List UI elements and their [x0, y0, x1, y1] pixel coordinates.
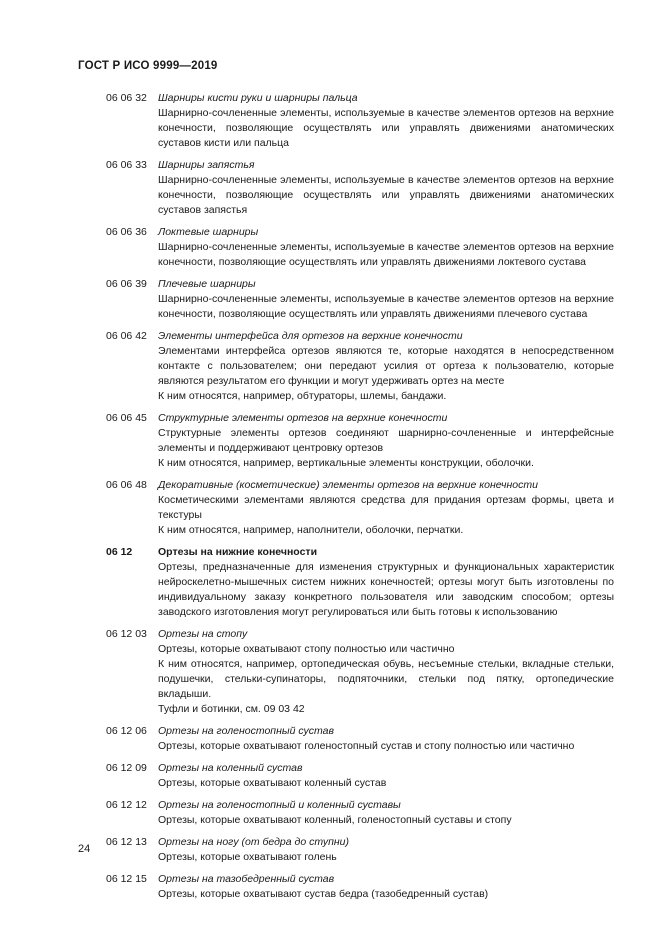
entry-paragraph: Шарнирно-сочлененные элементы, используемые в качестве элементов ортезов на верхние конечности, позволяющие осуществлять или управлять движениями локтевого сустава: [158, 241, 614, 268]
entry-list: [0, 91, 661, 909]
entry-title: Декоративные (косметические) элементы ортезов на верхние конечности: [158, 479, 538, 491]
page-number: 24: [78, 843, 91, 855]
classification-entry: [0, 724, 661, 754]
classification-entry: [0, 761, 661, 791]
entry-body: [158, 545, 614, 620]
entry-paragraph: Косметическими элементами являются средства для придания ортезам формы, цвета и текстуры: [158, 494, 614, 521]
entry-paragraph: К ним относятся, например, наполнители, оболочки, перчатки.: [158, 524, 464, 536]
page-header: ГОСТ Р ИСО 9999—2019: [78, 60, 218, 72]
entry-code: 06 06 45: [106, 412, 147, 424]
entry-paragraph: Ортезы, предназначенные для изменения структурных и функциональных характеристик нейроскелетно-мышечных систем нижних конечностей; ортезы могут быть изготовлены по индивидуальному заказу конкретного пользователя или заводским способом; ортезы заводского изготовления могут регулироваться или быть готовы к использованию: [158, 561, 614, 618]
entry-paragraph: Шарнирно-сочлененные элементы, используемые в качестве элементов ортезов на верхние конечности, позволяющие осуществлять или управлять движениями анатомических суставов кисти или пальца: [158, 107, 614, 149]
entry-code: 06 06 36: [106, 226, 147, 238]
entry-title: Ортезы на нижние конечности: [158, 546, 318, 558]
entry-code: 06 06 48: [106, 479, 147, 491]
classification-entry: [0, 798, 661, 828]
entry-paragraph: Туфли и ботинки, см. 09 03 42: [158, 703, 305, 715]
entry-title: Элементы интерфейса для ортезов на верхние конечности: [158, 330, 463, 342]
entry-body: [158, 761, 614, 791]
entry-code: 06 06 39: [106, 278, 147, 290]
entry-code: 06 12: [106, 546, 133, 558]
entry-code: 06 12 12: [106, 799, 147, 811]
entry-paragraph: Шарнирно-сочлененные элементы, используемые в качестве элементов ортезов на верхние конечности, позволяющие осуществлять или управлять движениями анатомических суставов запястья: [158, 174, 614, 216]
entry-title: Ортезы на стопу: [158, 628, 248, 640]
entry-title: Ортезы на коленный сустав: [158, 762, 303, 774]
entry-title: Ортезы на ногу (от бедра до ступни): [158, 836, 349, 848]
entry-paragraph: Ортезы, которые охватывают коленный, голеностопный суставы и стопу: [158, 814, 512, 826]
entry-title: Структурные элементы ортезов на верхние конечности: [158, 412, 448, 424]
entry-body: [158, 225, 614, 270]
classification-entry: [0, 329, 661, 404]
entry-code: 06 12 09: [106, 762, 147, 774]
entry-body: [158, 724, 614, 754]
entry-paragraph: Элементами интерфейса ортезов являются те, которые находятся в непосредственном контакте с пользователем; они передают усилия от ортеза к пользователю, которые являются результатом его функции и могут удерживать ортез на месте: [158, 345, 614, 387]
entry-title: Ортезы на голеностопный и коленный суставы: [158, 799, 401, 811]
entry-paragraph: Ортезы, которые охватывают коленный сустав: [158, 777, 387, 789]
entry-code: 06 06 42: [106, 330, 147, 342]
entry-body: [158, 478, 614, 538]
classification-entry: [0, 158, 661, 218]
entry-title: Шарниры кисти руки и шарниры пальца: [158, 92, 358, 104]
classification-entry: [0, 478, 661, 538]
entry-paragraph: К ним относятся, например, ортопедическая обувь, несъемные стельки, вкладные стельки, подушечки, стельки-супинаторы, подпяточники, стельки под пятку, ортопедические вкладыши.: [158, 658, 614, 700]
entry-code: 06 06 32: [106, 92, 147, 104]
entry-body: [158, 627, 614, 717]
entry-body: [158, 411, 614, 471]
classification-entry: [0, 627, 661, 717]
entry-body: [158, 798, 614, 828]
entry-title: Локтевые шарниры: [158, 226, 259, 238]
entry-paragraph: Шарнирно-сочлененные элементы, используемые в качестве элементов ортезов на верхние конечности, позволяющие осуществлять или управлять движениями плечевого сустава: [158, 293, 614, 320]
entry-paragraph: Ортезы, которые охватывают стопу полностью или частично: [158, 643, 455, 655]
entry-title: Ортезы на голеностопный сустав: [158, 725, 334, 737]
entry-body: [158, 835, 614, 865]
entry-paragraph: Ортезы, которые охватывают голень: [158, 851, 337, 863]
entry-body: [158, 277, 614, 322]
entry-title: Ортезы на тазобедренный сустав: [158, 873, 335, 885]
entry-code: 06 12 13: [106, 836, 147, 848]
entry-title: Шарниры запястья: [158, 159, 255, 171]
classification-entry: [0, 277, 661, 322]
classification-entry: [0, 872, 661, 902]
entry-code: 06 12 03: [106, 628, 147, 640]
entry-paragraph: К ним относятся, например, вертикальные элементы конструкции, оболочки.: [158, 457, 534, 469]
entry-code: 06 12 06: [106, 725, 147, 737]
entry-code: 06 06 33: [106, 159, 147, 171]
entry-paragraph: К ним относятся, например, обтураторы, шлемы, бандажи.: [158, 390, 447, 402]
classification-entry: [0, 835, 661, 865]
entry-paragraph: Ортезы, которые охватывают сустав бедра (тазобедренный сустав): [158, 888, 489, 900]
classification-entry: [0, 225, 661, 270]
section-entry: [0, 545, 661, 620]
entry-body: [158, 158, 614, 218]
entry-paragraph: Структурные элементы ортезов соединяют шарнирно-сочлененные и интерфейсные элементы и поддерживают центровку ортезов: [158, 427, 614, 454]
entry-body: [158, 91, 614, 151]
classification-entry: [0, 411, 661, 471]
entry-body: [158, 329, 614, 404]
entry-title: Плечевые шарниры: [158, 278, 256, 290]
entry-code: 06 12 15: [106, 873, 147, 885]
classification-entry: [0, 91, 661, 151]
entry-body: [158, 872, 614, 902]
entry-paragraph: Ортезы, которые охватывают голеностопный сустав и стопу полностью или частично: [158, 740, 575, 752]
